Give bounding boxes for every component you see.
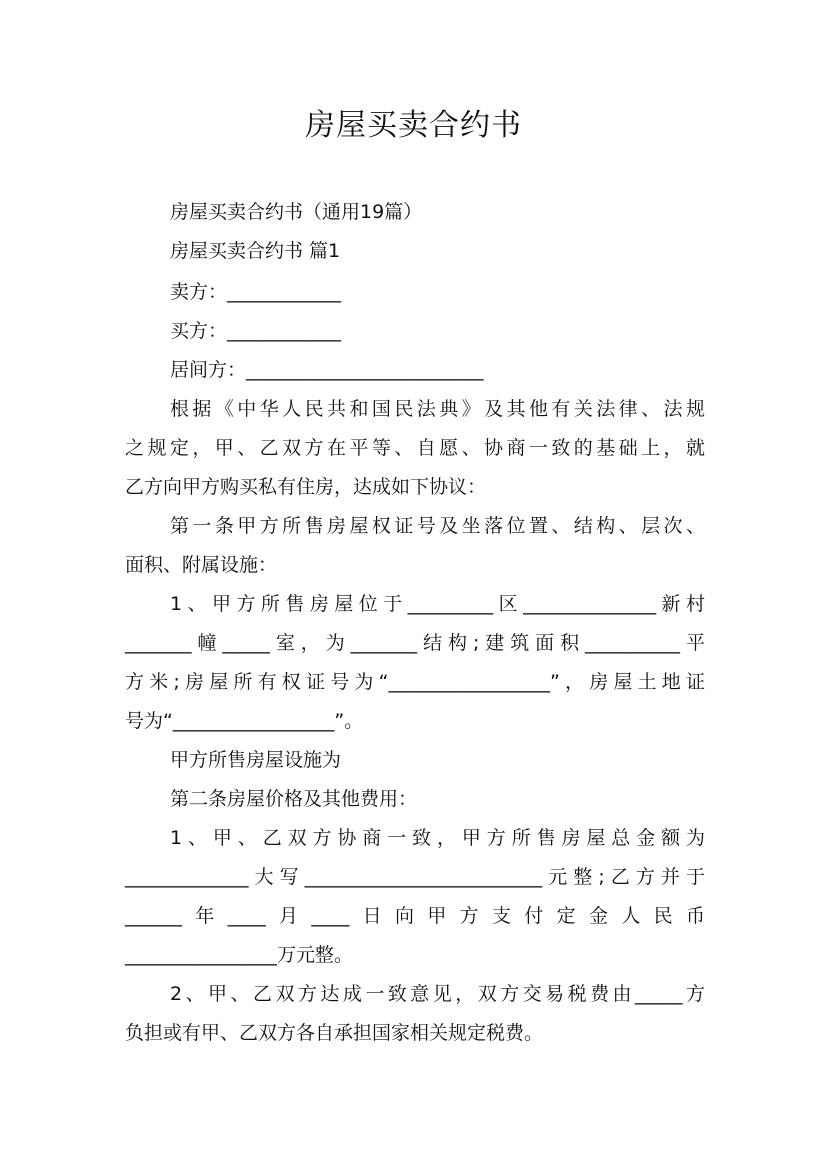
paragraph-line: 乙方向甲方购买私有住房，达成如下协议： [125,476,487,498]
paragraph-line: 面积、附属设施： [125,554,278,576]
paragraph-line: 号为“_________________”。 [125,710,364,732]
article-heading: 第一条甲方所售房屋权证号及坐落位置、结构、层次、 [170,515,705,537]
paragraph-line: 1、甲、乙双方协商一致，甲方所售房屋总金额为 [170,827,705,849]
paragraph-line: 甲方所售房屋设施为 [170,749,342,771]
paragraph-line: 之规定，甲、乙双方在平等、自愿、协商一致的基础上，就 [125,437,705,459]
document-title: 房屋买卖合约书 [305,108,522,143]
chapter-heading: 房屋买卖合约书 篇1 [170,240,341,262]
buyer-field: 买方：____________ [170,320,342,342]
paragraph-line: 根据《中华人民共和国民法典》及其他有关法律、法规 [170,398,705,420]
paragraph-line: 负担或有甲、乙双方各自承担国家相关规定税费。 [125,1022,544,1044]
paragraph-line: ______年____月____日向甲方支付定金人民币 [125,905,705,927]
article-heading: 第二条房屋价格及其他费用： [170,788,418,810]
paragraph-line: ________________万元整。 [125,944,354,966]
intermediary-field: 居间方：_________________________ [170,359,484,381]
paragraph-line: 2、甲、乙双方达成一致意见，双方交易税费由_____方 [170,983,705,1005]
subtitle-line: 房屋买卖合约书（通用19篇） [170,201,423,223]
paragraph-line: 方米;房屋所有权证号为“_________________”，房屋土地证 [125,671,705,693]
paragraph-line: _____________大写_________________________元整;乙方并于 [125,866,705,888]
paragraph-line: 1、甲方所售房屋位于_________区______________新村 [170,593,705,615]
paragraph-line: _______幢_____室，为_______结构;建筑面积__________平 [125,632,705,654]
seller-field: 卖方：____________ [170,281,342,303]
